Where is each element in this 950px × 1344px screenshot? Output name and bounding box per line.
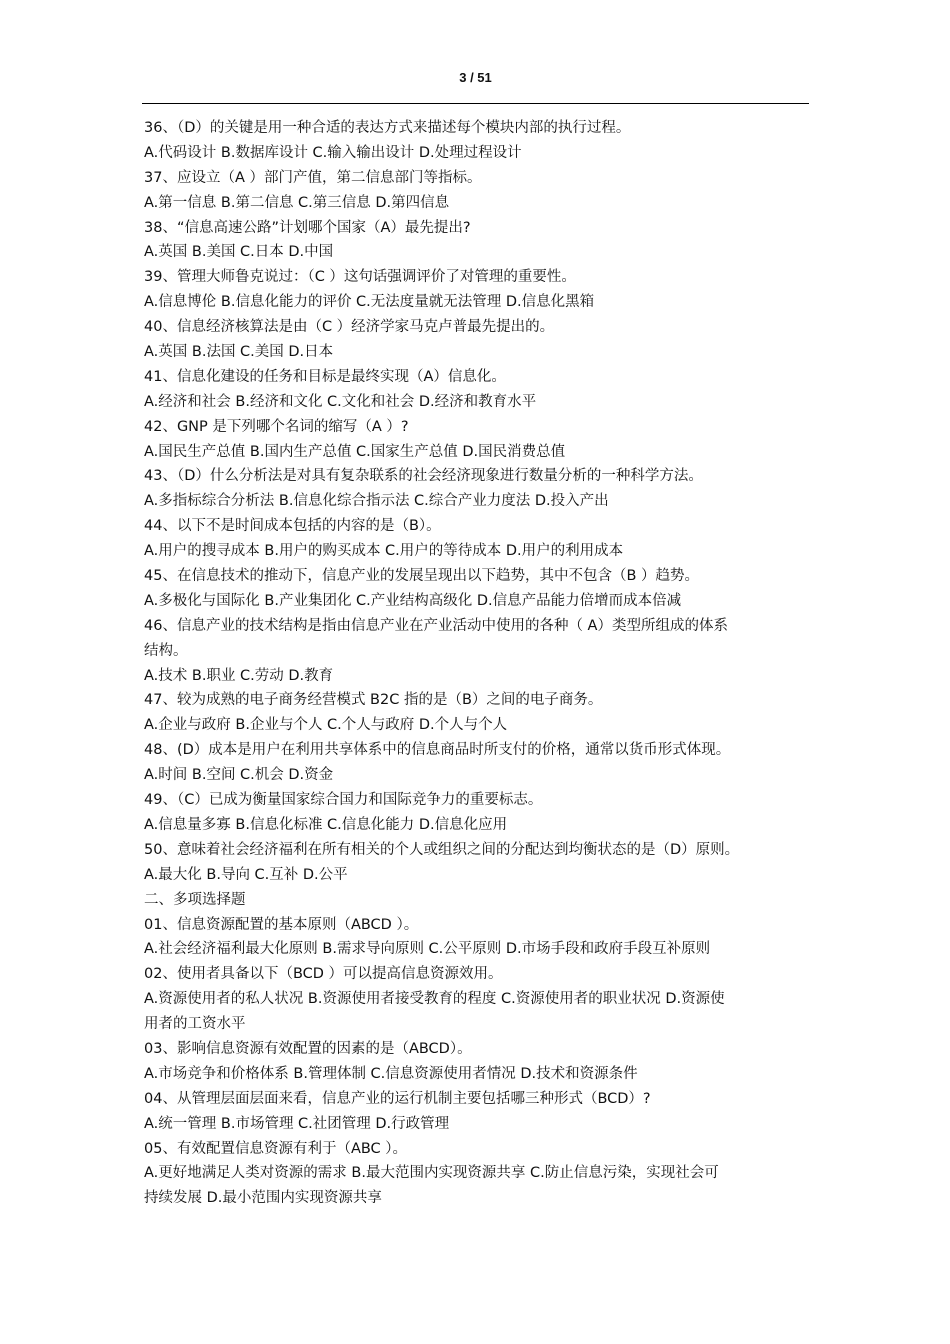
text-line: A.经济和社会 B.经济和文化 C.文化和社会 D.经济和教育水平 <box>144 393 537 410</box>
text-line: A.技术 B.职业 C.劳动 D.教育 <box>144 667 334 684</box>
text-line: A.资源使用者的私人状况 B.资源使用者接受教育的程度 C.资源使用者的职业状况 D.资源使 <box>144 991 725 1008</box>
text-line: 44、以下不是时间成本包括的内容的是（B）。 <box>144 518 441 535</box>
text-line: A.英国 B.法国 C.美国 D.日本 <box>144 344 334 361</box>
text-line: A.企业与政府 B.企业与个人 C.个人与政府 D.个人与个人 <box>144 717 508 734</box>
text-line: A.信息量多寡 B.信息化标准 C.信息化能力 D.信息化应用 <box>144 816 508 833</box>
text-line: A.英国 B.美国 C.日本 D.中国 <box>144 244 334 261</box>
text-line: A.国民生产总值 B.国内生产总值 C.国家生产总值 D.国民消费总值 <box>144 443 566 460</box>
text-line: A.用户的搜寻成本 B.用户的购买成本 C.用户的等待成本 D.用户的利用成本 <box>144 543 624 560</box>
text-line: A.多极化与国际化 B.产业集团化 C.产业结构高级化 D.信息产品能力倍增而成本倍减 <box>144 592 682 609</box>
text-line: 47、较为成熟的电子商务经营模式 B2C 指的是（B）之间的电子商务。 <box>144 692 603 709</box>
text-line: 38、“信息高速公路”计划哪个国家（A）最先提出? <box>144 219 471 236</box>
text-line: 01、信息资源配置的基本原则（ABCD ）。 <box>144 916 419 933</box>
text-line: 48、(D）成本是用户在利用共享体系中的信息商品时所支付的价格，通常以货币形式体现。 <box>144 742 731 759</box>
text-line: 36、（D）的关键是用一种合适的表达方式来描述每个模块内部的执行过程。 <box>144 120 631 136</box>
text-line: A.第一信息 B.第二信息 C.第三信息 D.第四信息 <box>144 194 450 211</box>
text-line: A.统一管理 B.市场管理 C.社团管理 D.行政管理 <box>144 1115 450 1132</box>
text-line: A.更好地满足人类对资源的需求 B.最大范围内实现资源共享 C.防止信息污染，实现社会可 <box>144 1165 719 1182</box>
text-line: 用者的工资水平 <box>144 1016 246 1033</box>
document-body <box>144 116 808 1211</box>
text-line: 39、管理大师鲁克说过：（C ）这句话强调评价了对管理的重要性。 <box>144 269 576 286</box>
text-line: A.最大化 B.导向 C.互补 D.公平 <box>144 866 348 883</box>
section-heading: 二、多项选择题 <box>144 891 246 908</box>
text-line: 43、（D）什么分析法是对具有复杂联系的社会经济现象进行数量分析的一种科学方法。 <box>144 468 703 485</box>
text-line: A.社会经济福利最大化原则 B.需求导向原则 C.公平原则 D.市场手段和政府手段互补原则 <box>144 941 711 958</box>
text-line: A.多指标综合分析法 B.信息化综合指示法 C.综合产业力度法 D.投入产出 <box>144 493 609 510</box>
text-line: 45、在信息技术的推动下，信息产业的发展呈现出以下趋势，其中不包含（B ）趋势。 <box>144 568 700 585</box>
page-indicator: 3 / 51 <box>459 70 492 85</box>
text-line: A.时间 B.空间 C.机会 D.资金 <box>144 767 334 784</box>
text-line: 05、有效配置信息资源有利于（ABC ）。 <box>144 1140 408 1157</box>
text-line: A.信息博伦 B.信息化能力的评价 C.无法度量就无法管理 D.信息化黑箱 <box>144 294 595 311</box>
text-line: A.市场竞争和价格体系 B.管理体制 C.信息资源使用者情况 D.技术和资源条件 <box>144 1065 638 1082</box>
text-line: 41、信息化建设的任务和目标是最终实现（A）信息化。 <box>144 368 506 385</box>
text-line: A.代码设计 B.数据库设计 C.输入输出设计 D.处理过程设计 <box>144 144 522 161</box>
text-line: 04、从管理层面层面来看，信息产业的运行机制主要包括哪三种形式（BCD）? <box>144 1090 651 1107</box>
text-line: 结构。 <box>144 642 188 659</box>
text-line: 持续发展 D.最小范围内实现资源共享 <box>144 1190 382 1207</box>
text-line: 46、信息产业的技术结构是指由信息产业在产业活动中使用的各种（ A）类型所组成的体系 <box>144 617 728 634</box>
text-line: 40、信息经济核算法是由（C ）经济学家马克卢普最先提出的。 <box>144 319 555 336</box>
text-line: 50、意味着社会经济福利在所有相关的个人或组织之间的分配达到均衡状态的是（D）原则。 <box>144 841 740 858</box>
text-line: 49、（C）已成为衡量国家综合国力和国际竞争力的重要标志。 <box>144 792 543 809</box>
text-line: 42、GNP 是下列哪个名词的缩写（A ）? <box>144 418 409 435</box>
header-divider <box>142 103 809 104</box>
text-line: 37、应设立（A ）部门产值，第二信息部门等指标。 <box>144 169 482 186</box>
text-line: 02、使用者具备以下（BCD ）可以提高信息资源效用。 <box>144 966 503 983</box>
text-line: 03、影响信息资源有效配置的因素的是（ABCD）。 <box>144 1040 472 1057</box>
